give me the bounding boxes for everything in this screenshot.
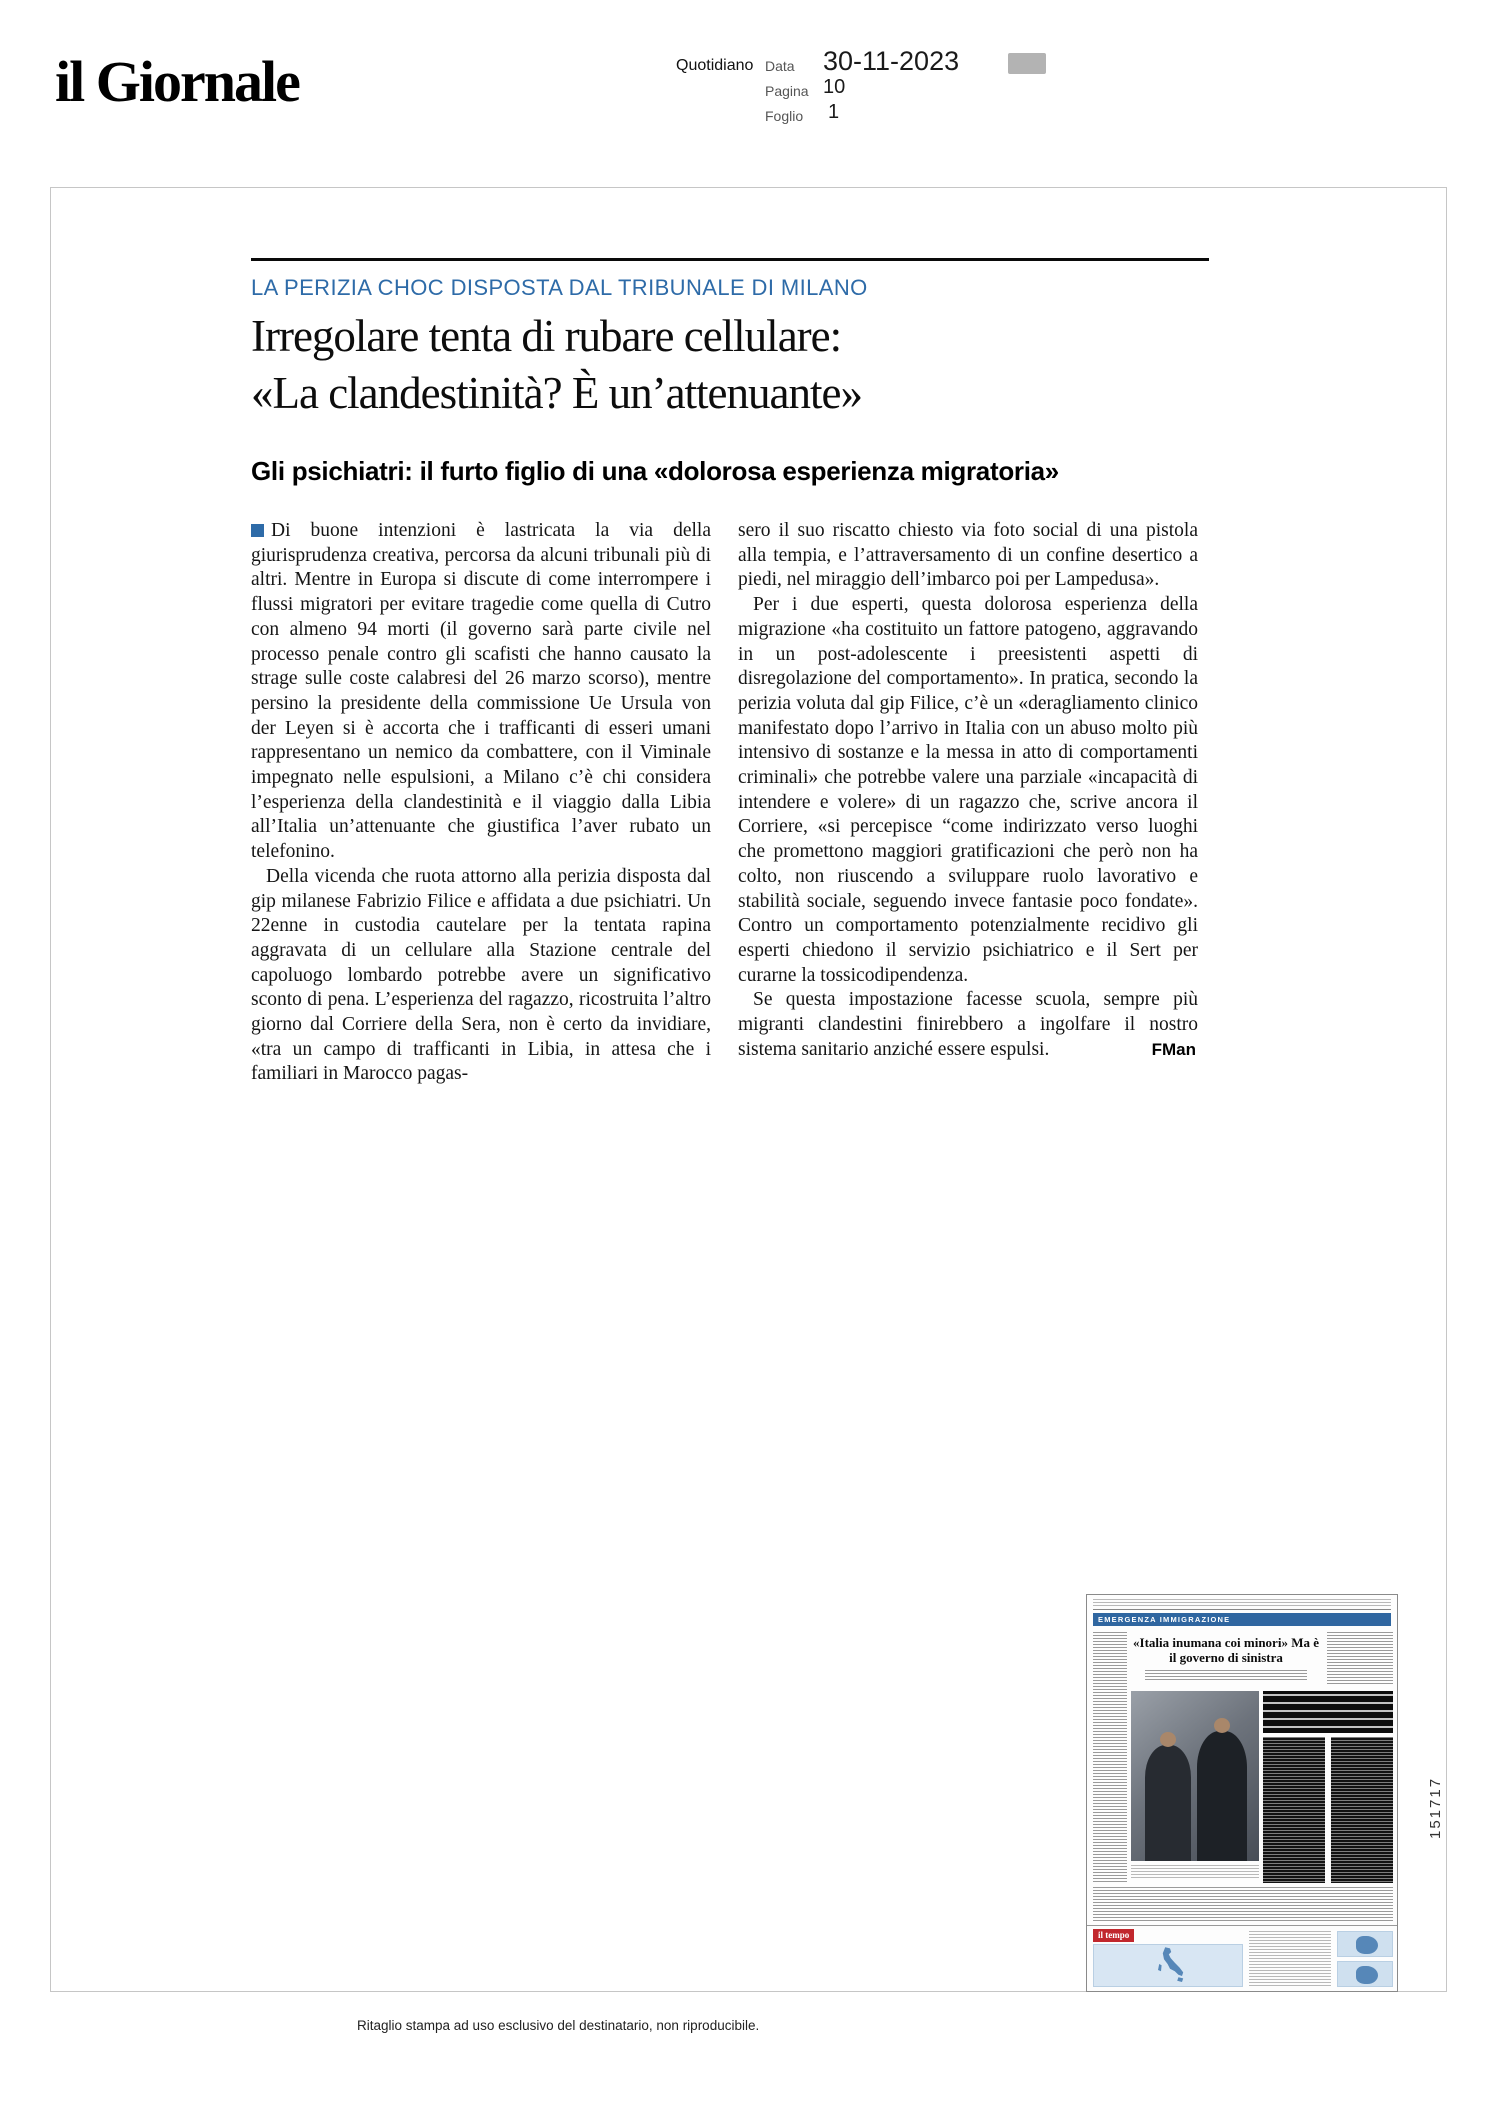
clip-code: 151717 (1427, 1776, 1444, 1839)
date-label: Data (765, 58, 795, 74)
mini-highlighted-article-headline (1263, 1691, 1393, 1733)
mini-right-text-column (1327, 1632, 1393, 1686)
byline: FMan (1151, 1039, 1196, 1059)
date-value: 30-11-2023 (823, 46, 960, 76)
map-blob (1356, 1966, 1378, 1984)
mini-header-rule (1093, 1609, 1391, 1610)
body-paragraph-text: Di buone intenzioni è lastricata la via della giurisprudenza creativa, percorsa da alcuni tribunali più di altri. Mentre in Europa si discute di come interrompere i flussi migratori per evitare tragedie come quella di Cutro con almeno 94 morti (il governo sarà parte civile nel processo penale contro gli scafisti che hanno causato la strage sulle coste calabresi del 26 marzo scorso), mentre persino la presidente della commissione Ue Ursula von der Leyen si è accorta che i trafficanti di esseri umani rappresentano un nemico da combattere, con il Viminale impegnato nelle espulsioni, a Milano c’è chi considera l’esperienza della clandestinità e il viaggio dalla Libia all’Italia un’attenuante che giustifica l’aver rubato un telefonino. (251, 520, 711, 863)
mini-section-banner: EMERGENZA IMMIGRAZIONE (1093, 1613, 1391, 1626)
footer-disclaimer: Ritaglio stampa ad uso esclusivo del destinatario, non riproducibile. (357, 2018, 760, 2033)
person-head (1160, 1732, 1176, 1747)
paragraph-marker-icon (251, 524, 264, 537)
source-page-thumbnail (1086, 1594, 1398, 1992)
mini-weather-tables (1249, 1931, 1331, 1987)
article-column-2 (738, 519, 1198, 1062)
page-value: 10 (823, 76, 846, 98)
body-paragraph: sero il suo riscatto chiesto via foto social di una pistola alla tempia, e l’attraversamento di un confine desertico a piedi, nel miraggio dell’imbarco poi per Lampedusa». (738, 520, 1198, 591)
body-paragraph: Per i due esperti, questa dolorosa esperienza della migrazione «ha costituito un fattore patogeno, aggravando in un post-adolescente i preesistenti aspetti di disregolazione del comportamento». In pratica, secondo la perizia voluta dal gip Filice, c’è un «deragliamento clinico manifestato dopo l’arrivo in Italia con un abuso molto più intensivo di sostanze e la messa in atto di comportamenti criminali» che potrebbe valere una parziale «incapacità di intendere e volere» di un ragazzo che, scrive ancora il Corriere, «si percepisce “come indirizzato verso luoghi che promettono maggiori gratificazioni che però non ha colto, non riuscendo a sviluppare ruolo lavorativo e stabilità sociale, seguendo invece fantasie poco fondate». Contro un comportamento potenzialmente recidivo gli esperti chiedono il servizio psichiatrico e il Sert per curarne la tossicodipendenza. (738, 594, 1198, 986)
scan-artifact (1008, 53, 1046, 74)
mini-lower-text-block (1093, 1887, 1393, 1921)
article-headline-line1: Irregolare tenta di rubare cellulare: (251, 311, 842, 361)
mini-highlighted-article-column (1263, 1737, 1325, 1883)
article-clipping-frame (50, 187, 1447, 1992)
newspaper-logo: il Giornale (55, 49, 299, 114)
headline-rule (251, 258, 1209, 261)
page-label: Pagina (765, 83, 809, 99)
body-paragraph: Se questa impostazione facesse scuola, sempre più migranti clandestini finirebbero a ingolfare il nostro sistema sanitario anziché essere espulsi. (738, 989, 1198, 1060)
mini-weather-masthead: il tempo (1093, 1929, 1134, 1942)
article-kicker: LA PERIZIA CHOC DISPOSTA DAL TRIBUNALE DI MILANO (251, 275, 868, 300)
body-paragraph: Della vicenda che ruota attorno alla perizia disposta dal gip milanese Fabrizio Filice e affidata a due psichiatri. Un 22enne in custodia cautelare per la tentata rapina aggravata di un cellulare alla Stazione centrale del capoluogo lombardo potrebbe avere un significativo sconto di pena. L’esperienza del ragazzo, ricostruita l’altro giorno dal Corriere della Sera, non è certo da invidiare, «tra un campo di trafficanti in Libia, in attesa che i familiari in Marocco pagas- (251, 865, 711, 1085)
person-head (1214, 1718, 1230, 1733)
article-column-1 (251, 519, 711, 1087)
map-blob (1356, 1936, 1378, 1954)
article-headline-line2: «La clandestinità? È un’attenuante» (251, 368, 862, 418)
italy-map-icon (1150, 1946, 1190, 1988)
mini-photo-caption (1131, 1865, 1259, 1879)
mini-highlighted-article-column (1331, 1737, 1393, 1883)
mini-photo (1131, 1691, 1259, 1861)
sheet-value: 1 (828, 101, 840, 123)
mini-weather-map-small (1337, 1931, 1393, 1957)
person-silhouette (1145, 1745, 1191, 1861)
mini-page-header (1093, 1599, 1391, 1607)
person-silhouette (1197, 1731, 1247, 1861)
mini-weather-map-italy (1093, 1944, 1243, 1987)
publication-type: Quotidiano (676, 57, 754, 74)
article-subhead: Gli psichiatri: il furto figlio di una «dolorosa esperienza migratoria» (251, 456, 1059, 486)
mini-left-text-column (1093, 1632, 1127, 1883)
mini-deck-text (1145, 1670, 1307, 1682)
mini-weather-rule (1087, 1925, 1398, 1926)
sheet-label: Foglio (765, 108, 804, 124)
mini-headline: «Italia inumana coi minori» Ma è il governo di sinistra (1133, 1635, 1319, 1665)
body-paragraph (251, 519, 711, 865)
mini-weather-map-small (1337, 1961, 1393, 1987)
